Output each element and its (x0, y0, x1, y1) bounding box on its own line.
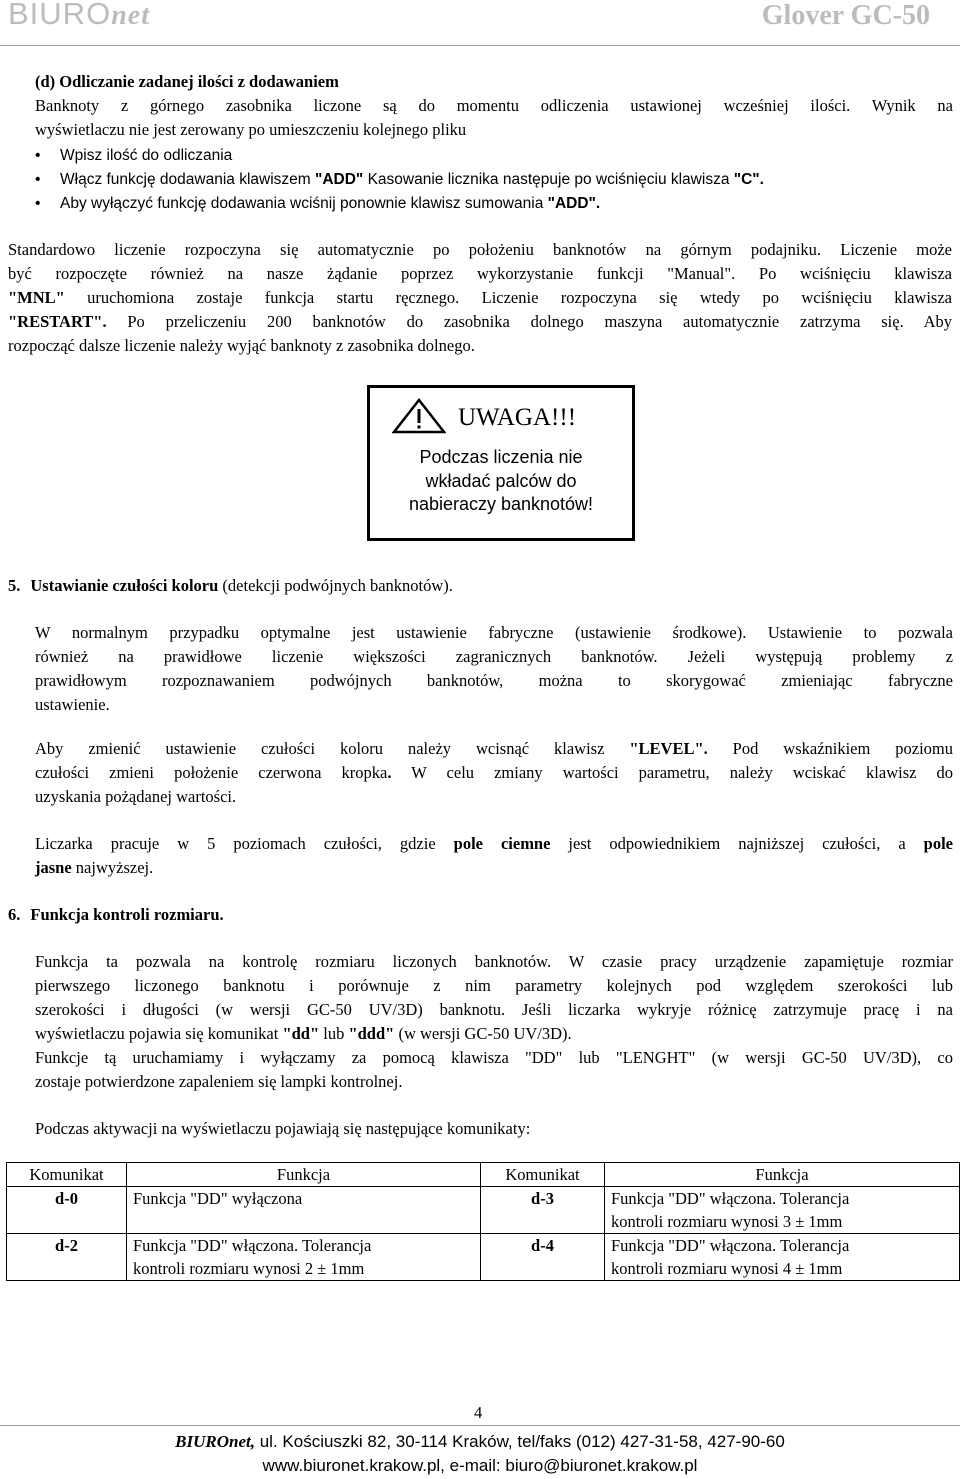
table-cell: Funkcja "DD" włączona. Tolerancja kontroli rozmiaru wynosi 4 ± 1mm (605, 1234, 960, 1281)
footer-contact: www.biuronet.krakow.pl, e-mail: biuro@biuronet.krakow.pl (262, 1456, 698, 1475)
table-header: Komunikat (7, 1163, 127, 1187)
table-cell: Funkcja "DD" wyłączona (127, 1187, 481, 1234)
warning-title: UWAGA!!! (458, 404, 577, 431)
section-d-line: wyświetlaczu nie jest zerowany po umieszczeniu kolejnego pliku (35, 120, 467, 139)
logo: BIUROnet (8, 0, 150, 31)
footer-divider (0, 1425, 960, 1426)
paragraph-line: jasne najwyższej. (35, 858, 154, 877)
table-cell: Funkcja "DD" włączona. Tolerancja kontroli rozmiaru wynosi 3 ± 1mm (605, 1187, 960, 1234)
paragraph-line: Standardowo liczenie rozpoczyna się automatycznie po położeniu banknotów na górnym podajniku. Liczenie może (8, 240, 952, 259)
paragraph-line: Funkcje tą uruchamiamy i wyłączamy za pomocą klawisza "DD" lub "LENGHT" (w wersji GC-50 UV/3D), co (35, 1048, 953, 1067)
table-row (7, 1234, 960, 1281)
section-d-heading: (d) Odliczanie zadanej ilości z dodawaniem (35, 72, 339, 91)
warning-message: Podczas liczenia nie wkładać palców do nabieraczy banknotów! (408, 447, 594, 514)
table-header-row (7, 1163, 960, 1187)
paragraph-line: szerokości i długości (w wersji GC-50 UV/3D) banknotu. Jeśli liczarka wykryje różnicę zatrzymuje pracę i na (35, 1000, 953, 1019)
paragraph-line: W normalnym przypadku optymalne jest ustawienie fabryczne (ustawienie środkowe). Ustawienie to pozwala (35, 623, 953, 642)
paragraph-line: Liczarka pracuje w 5 poziomach czułości, gdzie pole ciemne jest odpowiednikiem najniższej czułości, a pole (35, 834, 953, 853)
paragraph-line: czułości zmieni położenie czerwona kropka. W celu zmiany wartości parametru, należy wciskać klawisz do (35, 763, 953, 782)
paragraph-line: "RESTART". Po przeliczeniu 200 banknotów do zasobnika dolnego maszyna automatycznie zatrzyma się. Aby (8, 312, 952, 331)
section-d-line: Banknoty z górnego zasobnika liczone są do momentu odliczenia ustawionej wcześniej ilości. Wynik na (35, 96, 953, 115)
table-cell: d-4 (481, 1234, 605, 1281)
paragraph-line: "MNL" uruchomiona zostaje funkcja startu ręcznego. Liczenie rozpoczyna się wtedy po wciśnięciu klawisza (8, 288, 952, 307)
paragraph-line: zostaje potwierdzone zapaleniem się lampki kontrolnej. (35, 1072, 403, 1091)
table-cell: d-0 (7, 1187, 127, 1234)
paragraph-line: Aby zmienić ustawienie czułości koloru należy wcisnąć klawisz "LEVEL". Pod wskaźnikiem poziomu (35, 739, 954, 758)
paragraph-line: prawidłowym rozpoznawaniem podwójnych banknotów, można to skorygować zmieniając fabryczne (35, 671, 953, 690)
warning-box (367, 385, 635, 541)
footer-address: BIUROnet, ul. Kościuszki 82, 30-114 Kraków, tel/faks (012) 427-31-58, 427-90-60 (175, 1432, 785, 1451)
messages-table (6, 1162, 960, 1281)
warning-icon (392, 398, 446, 434)
table-header: Funkcja (605, 1163, 960, 1187)
page-header (0, 0, 960, 46)
table-cell: Funkcja "DD" włączona. Tolerancja kontroli rozmiaru wynosi 2 ± 1mm (127, 1234, 481, 1281)
paragraph-line: Funkcja ta pozwala na kontrolę rozmiaru liczonych banknotów. W czasie pracy urządzenie zapamiętuje rozmiar (35, 952, 953, 971)
header-divider (0, 45, 960, 46)
page-number: 4 (474, 1403, 483, 1422)
model-name: Glover GC-50 (761, 0, 930, 31)
table-header: Funkcja (127, 1163, 481, 1187)
paragraph-line: Podczas aktywacji na wyświetlaczu pojawiają się następujące komunikaty: (35, 1119, 531, 1138)
table-cell: d-3 (481, 1187, 605, 1234)
paragraph-line: pierwszego liczonego banknotu i porównuje z nim parametry kolejnych pod względem szerokości lub (35, 976, 953, 995)
table-cell: d-2 (7, 1234, 127, 1281)
table-row (7, 1187, 960, 1234)
paragraph-line: uzyskania pożądanej wartości. (35, 787, 237, 806)
paragraph-line: rozpocząć dalsze liczenie należy wyjąć banknoty z zasobnika dolnego. (8, 336, 475, 355)
paragraph-line: również na prawidłowe liczenie większości zagranicznych banknotów. Jeżeli występują problemy z (35, 647, 953, 666)
table-header: Komunikat (481, 1163, 605, 1187)
section-5-heading: 5. Ustawianie czułości koloru (detekcji podwójnych banknotów). (8, 576, 453, 595)
paragraph-line: być rozpoczęte również na nasze żądanie poprzez wykorzystanie funkcji "Manual". Po wciśnięciu klawisza (8, 264, 952, 283)
paragraph-line: wyświetlaczu pojawia się komunikat "dd" lub "ddd" (w wersji GC-50 UV/3D). (35, 1024, 572, 1043)
paragraph-line: ustawienie. (35, 695, 110, 714)
section-6-heading: 6. Funkcja kontroli rozmiaru. (8, 905, 224, 924)
